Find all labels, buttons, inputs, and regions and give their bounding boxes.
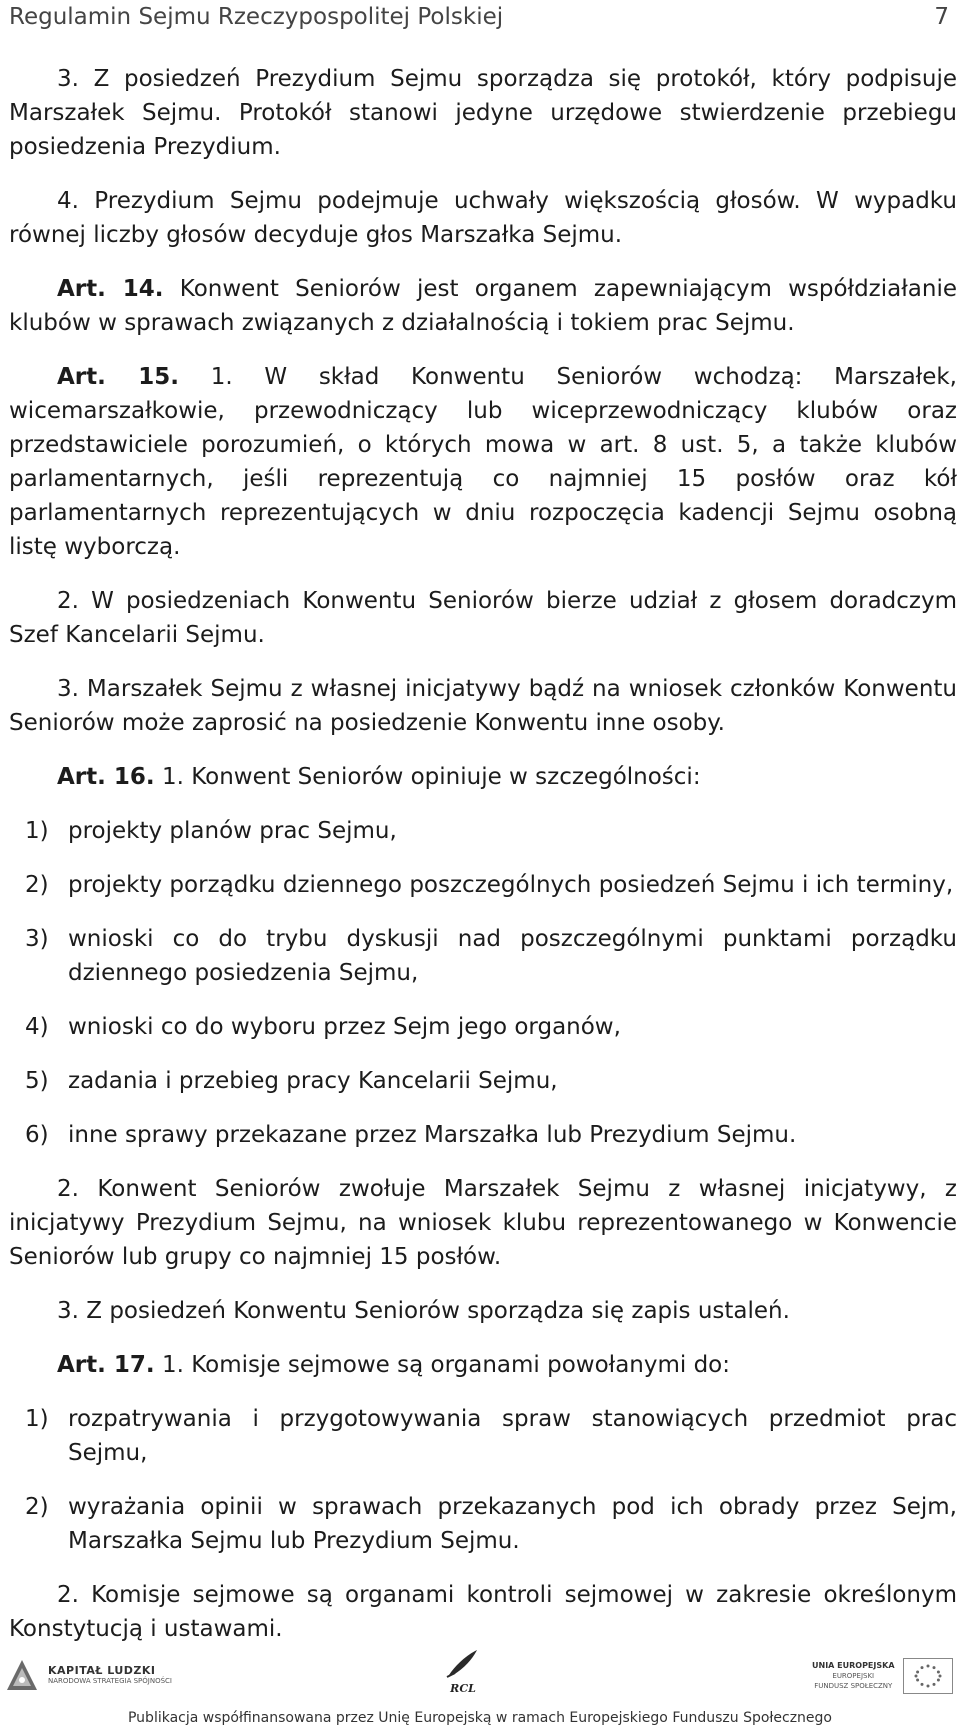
rcl-label: RCL (450, 1682, 476, 1695)
paragraph-text: Konwent Seniorów jest organem zapewniającym współdziałanie klubów w sprawach związanych z działalnością i tokiem prac Sejmu. (9, 276, 957, 336)
list-item (9, 814, 957, 848)
article-number: Art. 16. (57, 764, 155, 790)
paragraph (9, 584, 957, 652)
eu-flag-icon (903, 1658, 953, 1694)
document-body (9, 62, 957, 1666)
list-item (9, 868, 957, 902)
list-number: 4) (25, 1014, 49, 1040)
paragraph-text: 2. W posiedzeniach Konwentu Seniorów bierze udział z głosem doradczym Szef Kancelarii Sejmu. (9, 588, 957, 648)
paragraph-text: 1. Komisje sejmowe są organami powołanymi do: (154, 1352, 730, 1378)
paragraph-text: 4. Prezydium Sejmu podejmuje uchwały większością głosów. W wypadku równej liczby głosów decyduje głos Marszałka Sejmu. (9, 188, 957, 248)
article-number: Art. 14. (57, 276, 164, 302)
paragraph-text: 3. Z posiedzeń Konwentu Seniorów sporządza się zapis ustaleń. (57, 1298, 790, 1324)
eu-subtitle: EUROPEJSKI (832, 1672, 875, 1680)
list-number: 2) (25, 872, 49, 898)
paragraph (9, 1578, 957, 1646)
list-text: rozpatrywania i przygotowywania spraw stanowiących przedmiot prac Sejmu, (68, 1406, 957, 1466)
list-number: 1) (25, 818, 49, 844)
paragraph-text: 2. Konwent Seniorów zwołuje Marszałek Sejmu z własnej inicjatywy, z inicjatywy Prezydium Sejmu, na wniosek klubu reprezentowanego w Konwencie Seniorów lub grupy co najmniej 15 posłów. (9, 1176, 957, 1270)
paragraph (9, 1348, 957, 1382)
paragraph (9, 360, 957, 564)
list-number: 2) (25, 1494, 49, 1520)
list-item (9, 1490, 957, 1558)
list-item (9, 1064, 957, 1098)
paragraph-text: 3. Marszałek Sejmu z własnej inicjatywy bądź na wniosek członków Konwentu Seniorów może zaprosić na posiedzenie Konwentu inne osoby. (9, 676, 957, 736)
quill-icon (443, 1648, 483, 1678)
list-text: wnioski co do trybu dyskusji nad poszczególnymi punktami porządku dziennego posiedzenia Sejmu, (68, 926, 957, 986)
kapital-ludzki-icon (4, 1658, 40, 1694)
paragraph (9, 760, 957, 794)
paragraph-text: 1. W skład Konwentu Seniorów wchodzą: Marszałek, wicemarszałkowie, przewodniczący lub wiceprzewodniczący klubów oraz przedstawiciele porozumień, o których mowa w art. 8 ust. 5, a także klubów parlamentarnych, jeśli reprezentują co najmniej 15 posłów oraz kół parlamentarnych reprezentujących w dniu rozpoczęcia kadencji Sejmu osobną listę wyborczą. (9, 364, 957, 560)
page-footer (0, 1640, 960, 1732)
list-text: wyrażania opinii w sprawach przekazanych pod ich obrady przez Sejm, Marszałka Sejmu lub Prezydium Sejmu. (68, 1494, 957, 1554)
list-text: projekty porządku dziennego poszczególnych posiedzeń Sejmu i ich terminy, (68, 872, 954, 898)
list-text: zadania i przebieg pracy Kancelarii Sejmu, (68, 1068, 558, 1094)
list-number: 6) (25, 1122, 49, 1148)
kapital-ludzki-logo (4, 1658, 172, 1694)
list-item (9, 922, 957, 990)
paragraph (9, 672, 957, 740)
list-number: 5) (25, 1068, 49, 1094)
rcl-logo (443, 1648, 483, 1695)
article-number: Art. 17. (57, 1352, 155, 1378)
list-item (9, 1010, 957, 1044)
paragraph (9, 1294, 957, 1328)
list-item (9, 1402, 957, 1470)
list-text: wnioski co do wyboru przez Sejm jego organów, (68, 1014, 621, 1040)
document-title: Regulamin Sejmu Rzeczypospolitej Polskiej (9, 4, 504, 30)
paragraph (9, 184, 957, 252)
page-header (9, 0, 949, 34)
logo-title: KAPITAŁ LUDZKI (48, 1664, 156, 1677)
paragraph (9, 272, 957, 340)
paragraph (9, 62, 957, 164)
paragraph-text: 1. Konwent Seniorów opiniuje w szczególności: (154, 764, 701, 790)
paragraph-text: 2. Komisje sejmowe są organami kontroli sejmowej w zakresie określonym Konstytucją i ustawami. (9, 1582, 957, 1642)
paragraph-text: 3. Z posiedzeń Prezydium Sejmu sporządza się protokół, który podpisuje Marszałek Sejmu. Protokół stanowi jedyne urzędowe stwierdzenie przebiegu posiedzenia Prezydium. (9, 66, 957, 160)
article-number: Art. 15. (57, 364, 180, 390)
list-number: 3) (25, 926, 49, 952)
list-text: inne sprawy przekazane przez Marszałka lub Prezydium Sejmu. (68, 1122, 797, 1148)
list-text: projekty planów prac Sejmu, (68, 818, 397, 844)
page-number: 7 (934, 4, 949, 30)
paragraph (9, 1172, 957, 1274)
list-item (9, 1118, 957, 1152)
footer-caption: Publikacja współfinansowana przez Unię Europejską w ramach Europejskiego Funduszu Społecznego (127, 1710, 832, 1726)
eu-logo (812, 1658, 953, 1694)
list-number: 1) (25, 1406, 49, 1432)
logo-subtitle: NARODOWA STRATEGIA SPÓJNOŚCI (48, 1677, 172, 1685)
eu-title: UNIA EUROPEJSKA (812, 1661, 895, 1670)
eu-subtitle-2: FUNDUSZ SPOŁECZNY (814, 1682, 893, 1690)
